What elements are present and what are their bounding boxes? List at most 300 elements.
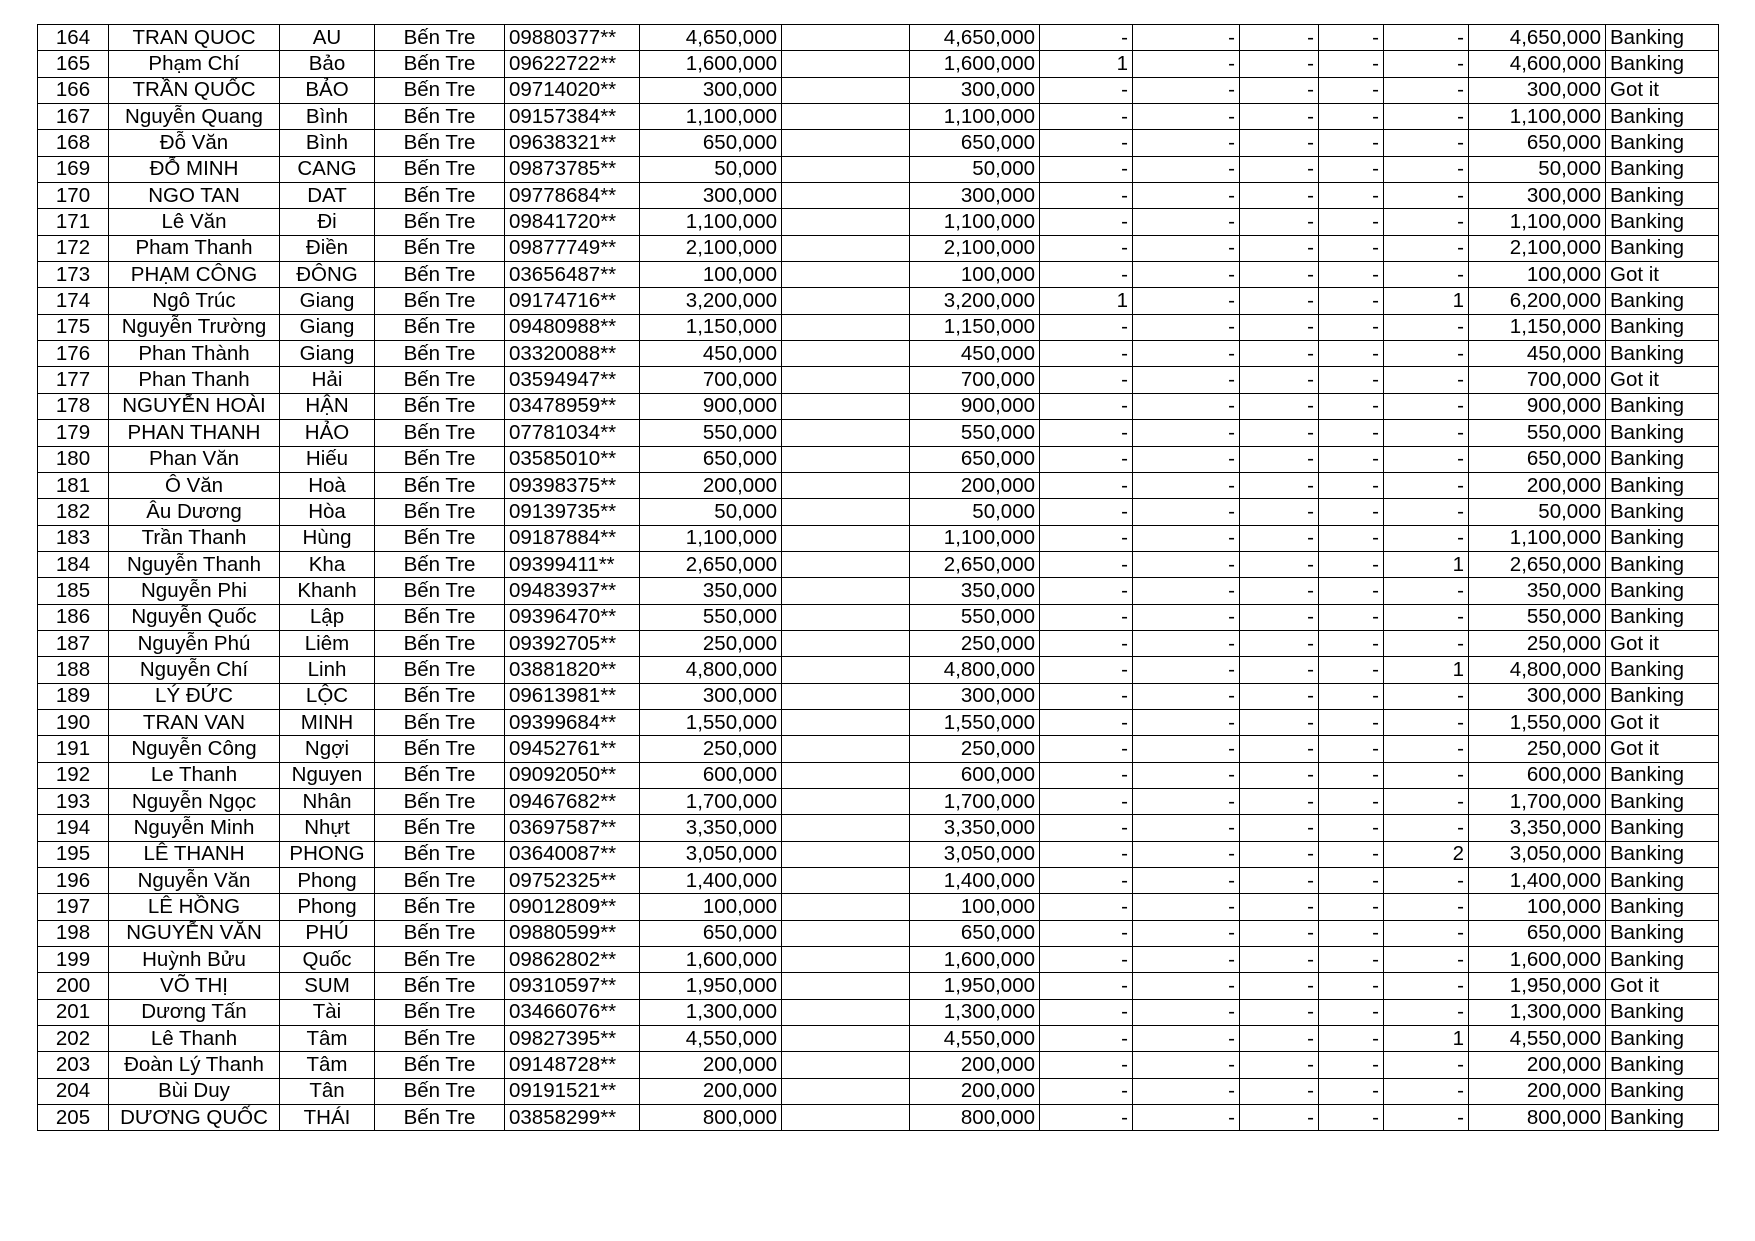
first-name-cell: Nhựt <box>280 815 375 841</box>
province-cell: Bến Tre <box>375 183 505 209</box>
count-col-1-cell: - <box>1040 841 1133 867</box>
phone-cell: 09873785** <box>505 156 640 182</box>
count-col-4-cell: - <box>1319 393 1384 419</box>
grand-total-cell: 3,050,000 <box>1469 841 1606 867</box>
amount-cell: 350,000 <box>640 578 782 604</box>
province-cell: Bến Tre <box>375 341 505 367</box>
grand-total-cell: 350,000 <box>1469 578 1606 604</box>
count-col-1-cell: - <box>1040 736 1133 762</box>
payment-method-cell: Got it <box>1606 736 1719 762</box>
blank-cell <box>782 183 910 209</box>
count-col-1-cell: - <box>1040 868 1133 894</box>
grand-total-cell: 1,600,000 <box>1469 947 1606 973</box>
grand-total-cell: 6,200,000 <box>1469 288 1606 314</box>
grand-total-cell: 2,650,000 <box>1469 551 1606 577</box>
count-col-4-cell: - <box>1319 999 1384 1025</box>
count-col-3-cell: - <box>1240 341 1319 367</box>
row-number-cell: 180 <box>38 446 109 472</box>
count-col-2-cell: - <box>1133 630 1240 656</box>
amount-total-cell: 450,000 <box>910 341 1040 367</box>
amount-total-cell: 3,350,000 <box>910 815 1040 841</box>
count-col-5-cell: 1 <box>1384 288 1469 314</box>
first-name-cell: Hiếu <box>280 446 375 472</box>
grand-total-cell: 50,000 <box>1469 156 1606 182</box>
last-name-cell: Nguyễn Thanh <box>109 551 280 577</box>
first-name-cell: THÁI <box>280 1105 375 1131</box>
amount-total-cell: 4,650,000 <box>910 25 1040 51</box>
blank-cell <box>782 367 910 393</box>
count-col-1-cell: - <box>1040 525 1133 551</box>
table-row <box>38 551 1719 577</box>
count-col-3-cell: - <box>1240 1026 1319 1052</box>
count-col-5-cell: - <box>1384 894 1469 920</box>
amount-cell: 550,000 <box>640 420 782 446</box>
grand-total-cell: 250,000 <box>1469 630 1606 656</box>
province-cell: Bến Tre <box>375 288 505 314</box>
payment-method-cell: Banking <box>1606 130 1719 156</box>
table-row <box>38 288 1719 314</box>
province-cell: Bến Tre <box>375 104 505 130</box>
first-name-cell: Bình <box>280 130 375 156</box>
row-number-cell: 186 <box>38 604 109 630</box>
amount-total-cell: 1,100,000 <box>910 525 1040 551</box>
amount-total-cell: 700,000 <box>910 367 1040 393</box>
last-name-cell: DƯƠNG QUỐC <box>109 1105 280 1131</box>
first-name-cell: Hoà <box>280 472 375 498</box>
count-col-2-cell: - <box>1133 604 1240 630</box>
payment-method-cell: Banking <box>1606 499 1719 525</box>
count-col-5-cell: - <box>1384 420 1469 446</box>
payment-method-cell: Got it <box>1606 630 1719 656</box>
count-col-3-cell: - <box>1240 183 1319 209</box>
first-name-cell: Tân <box>280 1078 375 1104</box>
amount-total-cell: 1,600,000 <box>910 51 1040 77</box>
count-col-2-cell: - <box>1133 156 1240 182</box>
amount-total-cell: 550,000 <box>910 420 1040 446</box>
row-number-cell: 165 <box>38 51 109 77</box>
province-cell: Bến Tre <box>375 736 505 762</box>
last-name-cell: NGUYỄN VĂN <box>109 920 280 946</box>
amount-total-cell: 250,000 <box>910 630 1040 656</box>
count-col-4-cell: - <box>1319 868 1384 894</box>
table-row <box>38 947 1719 973</box>
first-name-cell: Tâm <box>280 1052 375 1078</box>
payment-method-cell: Banking <box>1606 947 1719 973</box>
grand-total-cell: 1,700,000 <box>1469 788 1606 814</box>
row-number-cell: 195 <box>38 841 109 867</box>
payment-method-cell: Banking <box>1606 1052 1719 1078</box>
payment-method-cell: Banking <box>1606 51 1719 77</box>
table-row <box>38 393 1719 419</box>
last-name-cell: Pham Thanh <box>109 235 280 261</box>
phone-cell: 09622722** <box>505 51 640 77</box>
row-number-cell: 167 <box>38 104 109 130</box>
amount-cell: 1,100,000 <box>640 525 782 551</box>
count-col-1-cell: - <box>1040 657 1133 683</box>
count-col-3-cell: - <box>1240 235 1319 261</box>
grand-total-cell: 4,550,000 <box>1469 1026 1606 1052</box>
row-number-cell: 205 <box>38 1105 109 1131</box>
province-cell: Bến Tre <box>375 815 505 841</box>
last-name-cell: LÝ ĐỨC <box>109 683 280 709</box>
row-number-cell: 181 <box>38 472 109 498</box>
row-number-cell: 185 <box>38 578 109 604</box>
payment-method-cell: Banking <box>1606 578 1719 604</box>
blank-cell <box>782 630 910 656</box>
grand-total-cell: 1,950,000 <box>1469 973 1606 999</box>
blank-cell <box>782 314 910 340</box>
row-number-cell: 204 <box>38 1078 109 1104</box>
table-row <box>38 77 1719 103</box>
grand-total-cell: 300,000 <box>1469 683 1606 709</box>
province-cell: Bến Tre <box>375 788 505 814</box>
amount-cell: 1,600,000 <box>640 51 782 77</box>
count-col-3-cell: - <box>1240 709 1319 735</box>
phone-cell: 09778684** <box>505 183 640 209</box>
count-col-3-cell: - <box>1240 604 1319 630</box>
last-name-cell: Ngô Trúc <box>109 288 280 314</box>
count-col-2-cell: - <box>1133 525 1240 551</box>
count-col-2-cell: - <box>1133 551 1240 577</box>
count-col-4-cell: - <box>1319 51 1384 77</box>
phone-cell: 03478959** <box>505 393 640 419</box>
payment-method-cell: Got it <box>1606 367 1719 393</box>
phone-cell: 09398375** <box>505 472 640 498</box>
amount-cell: 300,000 <box>640 183 782 209</box>
phone-cell: 09452761** <box>505 736 640 762</box>
count-col-5-cell: - <box>1384 630 1469 656</box>
phone-cell: 09310597** <box>505 973 640 999</box>
amount-total-cell: 300,000 <box>910 683 1040 709</box>
count-col-4-cell: - <box>1319 657 1384 683</box>
count-col-2-cell: - <box>1133 815 1240 841</box>
count-col-5-cell: - <box>1384 183 1469 209</box>
province-cell: Bến Tre <box>375 999 505 1025</box>
grand-total-cell: 550,000 <box>1469 420 1606 446</box>
amount-cell: 600,000 <box>640 762 782 788</box>
row-number-cell: 179 <box>38 420 109 446</box>
count-col-1-cell: - <box>1040 1078 1133 1104</box>
data-table <box>37 24 1719 1131</box>
grand-total-cell: 4,800,000 <box>1469 657 1606 683</box>
payment-method-cell: Got it <box>1606 709 1719 735</box>
count-col-2-cell: - <box>1133 736 1240 762</box>
table-row <box>38 894 1719 920</box>
count-col-3-cell: - <box>1240 736 1319 762</box>
grand-total-cell: 900,000 <box>1469 393 1606 419</box>
count-col-2-cell: - <box>1133 709 1240 735</box>
phone-cell: 09139735** <box>505 499 640 525</box>
payment-method-cell: Banking <box>1606 815 1719 841</box>
count-col-3-cell: - <box>1240 25 1319 51</box>
payment-method-cell: Banking <box>1606 183 1719 209</box>
phone-cell: 09483937** <box>505 578 640 604</box>
count-col-5-cell: - <box>1384 314 1469 340</box>
blank-cell <box>782 393 910 419</box>
row-number-cell: 192 <box>38 762 109 788</box>
count-col-3-cell: - <box>1240 77 1319 103</box>
province-cell: Bến Tre <box>375 947 505 973</box>
blank-cell <box>782 1026 910 1052</box>
count-col-5-cell: - <box>1384 868 1469 894</box>
count-col-3-cell: - <box>1240 762 1319 788</box>
phone-cell: 09880599** <box>505 920 640 946</box>
amount-total-cell: 2,100,000 <box>910 235 1040 261</box>
count-col-3-cell: - <box>1240 1052 1319 1078</box>
phone-cell: 09613981** <box>505 683 640 709</box>
last-name-cell: TRAN VAN <box>109 709 280 735</box>
table-row <box>38 104 1719 130</box>
last-name-cell: Bùi Duy <box>109 1078 280 1104</box>
province-cell: Bến Tre <box>375 77 505 103</box>
count-col-3-cell: - <box>1240 630 1319 656</box>
count-col-5-cell: - <box>1384 762 1469 788</box>
payment-method-cell: Got it <box>1606 262 1719 288</box>
table-row <box>38 578 1719 604</box>
row-number-cell: 173 <box>38 262 109 288</box>
count-col-4-cell: - <box>1319 947 1384 973</box>
province-cell: Bến Tre <box>375 156 505 182</box>
amount-cell: 200,000 <box>640 1078 782 1104</box>
count-col-2-cell: - <box>1133 25 1240 51</box>
blank-cell <box>782 999 910 1025</box>
payment-method-cell: Got it <box>1606 77 1719 103</box>
first-name-cell: PHONG <box>280 841 375 867</box>
amount-cell: 3,350,000 <box>640 815 782 841</box>
count-col-5-cell: - <box>1384 788 1469 814</box>
phone-cell: 09877749** <box>505 235 640 261</box>
amount-total-cell: 100,000 <box>910 894 1040 920</box>
amount-cell: 1,550,000 <box>640 709 782 735</box>
table-row <box>38 525 1719 551</box>
row-number-cell: 172 <box>38 235 109 261</box>
count-col-5-cell: - <box>1384 920 1469 946</box>
table-row <box>38 973 1719 999</box>
grand-total-cell: 4,600,000 <box>1469 51 1606 77</box>
count-col-2-cell: - <box>1133 262 1240 288</box>
province-cell: Bến Tre <box>375 657 505 683</box>
count-col-5-cell: - <box>1384 446 1469 472</box>
province-cell: Bến Tre <box>375 709 505 735</box>
amount-total-cell: 350,000 <box>910 578 1040 604</box>
amount-cell: 200,000 <box>640 1052 782 1078</box>
phone-cell: 09191521** <box>505 1078 640 1104</box>
amount-cell: 300,000 <box>640 77 782 103</box>
table-row <box>38 130 1719 156</box>
amount-cell: 700,000 <box>640 367 782 393</box>
count-col-1-cell: - <box>1040 420 1133 446</box>
amount-cell: 50,000 <box>640 156 782 182</box>
province-cell: Bến Tre <box>375 920 505 946</box>
table-row <box>38 1052 1719 1078</box>
first-name-cell: Nguyen <box>280 762 375 788</box>
count-col-1-cell: - <box>1040 156 1133 182</box>
count-col-2-cell: - <box>1133 1026 1240 1052</box>
blank-cell <box>782 841 910 867</box>
province-cell: Bến Tre <box>375 51 505 77</box>
count-col-3-cell: - <box>1240 788 1319 814</box>
count-col-2-cell: - <box>1133 788 1240 814</box>
phone-cell: 09396470** <box>505 604 640 630</box>
amount-total-cell: 1,950,000 <box>910 973 1040 999</box>
count-col-1-cell: - <box>1040 709 1133 735</box>
blank-cell <box>782 525 910 551</box>
count-col-5-cell: - <box>1384 1078 1469 1104</box>
count-col-4-cell: - <box>1319 920 1384 946</box>
count-col-5-cell: - <box>1384 999 1469 1025</box>
grand-total-cell: 300,000 <box>1469 183 1606 209</box>
count-col-5-cell: - <box>1384 367 1469 393</box>
table-row <box>38 683 1719 709</box>
amount-cell: 4,800,000 <box>640 657 782 683</box>
row-number-cell: 202 <box>38 1026 109 1052</box>
phone-cell: 09092050** <box>505 762 640 788</box>
grand-total-cell: 100,000 <box>1469 894 1606 920</box>
last-name-cell: Dương Tấn <box>109 999 280 1025</box>
count-col-2-cell: - <box>1133 499 1240 525</box>
row-number-cell: 203 <box>38 1052 109 1078</box>
blank-cell <box>782 920 910 946</box>
amount-cell: 3,200,000 <box>640 288 782 314</box>
count-col-1-cell: - <box>1040 578 1133 604</box>
phone-cell: 09187884** <box>505 525 640 551</box>
count-col-4-cell: - <box>1319 288 1384 314</box>
count-col-5-cell: - <box>1384 499 1469 525</box>
amount-cell: 1,400,000 <box>640 868 782 894</box>
count-col-5-cell: 1 <box>1384 551 1469 577</box>
phone-cell: 03320088** <box>505 341 640 367</box>
grand-total-cell: 650,000 <box>1469 446 1606 472</box>
amount-cell: 1,150,000 <box>640 314 782 340</box>
row-number-cell: 175 <box>38 314 109 340</box>
province-cell: Bến Tre <box>375 551 505 577</box>
count-col-4-cell: - <box>1319 841 1384 867</box>
last-name-cell: PHAN THANH <box>109 420 280 446</box>
amount-total-cell: 900,000 <box>910 393 1040 419</box>
first-name-cell: Ngợi <box>280 736 375 762</box>
grand-total-cell: 50,000 <box>1469 499 1606 525</box>
first-name-cell: ĐÔNG <box>280 262 375 288</box>
table-row <box>38 51 1719 77</box>
count-col-5-cell: - <box>1384 77 1469 103</box>
first-name-cell: AU <box>280 25 375 51</box>
province-cell: Bến Tre <box>375 973 505 999</box>
count-col-4-cell: - <box>1319 1052 1384 1078</box>
count-col-1-cell: - <box>1040 367 1133 393</box>
amount-cell: 300,000 <box>640 683 782 709</box>
count-col-4-cell: - <box>1319 894 1384 920</box>
count-col-1-cell: - <box>1040 314 1133 340</box>
count-col-1-cell: - <box>1040 235 1133 261</box>
payment-method-cell: Banking <box>1606 235 1719 261</box>
grand-total-cell: 1,100,000 <box>1469 209 1606 235</box>
payment-method-cell: Banking <box>1606 341 1719 367</box>
amount-cell: 3,050,000 <box>640 841 782 867</box>
count-col-2-cell: - <box>1133 420 1240 446</box>
amount-cell: 1,950,000 <box>640 973 782 999</box>
first-name-cell: Hòa <box>280 499 375 525</box>
count-col-3-cell: - <box>1240 1105 1319 1131</box>
count-col-4-cell: - <box>1319 104 1384 130</box>
last-name-cell: Nguyễn Phú <box>109 630 280 656</box>
province-cell: Bến Tre <box>375 762 505 788</box>
first-name-cell: BẢO <box>280 77 375 103</box>
amount-total-cell: 1,400,000 <box>910 868 1040 894</box>
count-col-5-cell: - <box>1384 25 1469 51</box>
grand-total-cell: 700,000 <box>1469 367 1606 393</box>
last-name-cell: VÕ THỊ <box>109 973 280 999</box>
amount-cell: 650,000 <box>640 130 782 156</box>
blank-cell <box>782 894 910 920</box>
count-col-3-cell: - <box>1240 209 1319 235</box>
phone-cell: 03858299** <box>505 1105 640 1131</box>
phone-cell: 03640087** <box>505 841 640 867</box>
count-col-3-cell: - <box>1240 288 1319 314</box>
amount-total-cell: 600,000 <box>910 762 1040 788</box>
row-number-cell: 194 <box>38 815 109 841</box>
row-number-cell: 197 <box>38 894 109 920</box>
count-col-3-cell: - <box>1240 551 1319 577</box>
count-col-2-cell: - <box>1133 209 1240 235</box>
amount-total-cell: 200,000 <box>910 472 1040 498</box>
grand-total-cell: 1,300,000 <box>1469 999 1606 1025</box>
count-col-5-cell: - <box>1384 209 1469 235</box>
amount-total-cell: 300,000 <box>910 77 1040 103</box>
count-col-2-cell: - <box>1133 104 1240 130</box>
last-name-cell: Đoàn Lý Thanh <box>109 1052 280 1078</box>
count-col-3-cell: - <box>1240 51 1319 77</box>
count-col-4-cell: - <box>1319 25 1384 51</box>
province-cell: Bến Tre <box>375 1052 505 1078</box>
count-col-4-cell: - <box>1319 183 1384 209</box>
count-col-3-cell: - <box>1240 683 1319 709</box>
last-name-cell: Âu Dương <box>109 499 280 525</box>
amount-cell: 1,300,000 <box>640 999 782 1025</box>
phone-cell: 09638321** <box>505 130 640 156</box>
count-col-4-cell: - <box>1319 683 1384 709</box>
table-row <box>38 420 1719 446</box>
blank-cell <box>782 156 910 182</box>
grand-total-cell: 550,000 <box>1469 604 1606 630</box>
province-cell: Bến Tre <box>375 841 505 867</box>
first-name-cell: Khanh <box>280 578 375 604</box>
province-cell: Bến Tre <box>375 630 505 656</box>
blank-cell <box>782 736 910 762</box>
grand-total-cell: 650,000 <box>1469 130 1606 156</box>
blank-cell <box>782 604 910 630</box>
table-row <box>38 183 1719 209</box>
payment-method-cell: Banking <box>1606 999 1719 1025</box>
count-col-1-cell: - <box>1040 341 1133 367</box>
province-cell: Bến Tre <box>375 604 505 630</box>
payment-method-cell: Banking <box>1606 894 1719 920</box>
table-row <box>38 446 1719 472</box>
phone-cell: 09157384** <box>505 104 640 130</box>
row-number-cell: 183 <box>38 525 109 551</box>
last-name-cell: Nguyễn Văn <box>109 868 280 894</box>
payment-method-cell: Banking <box>1606 1026 1719 1052</box>
last-name-cell: PHẠM CÔNG <box>109 262 280 288</box>
province-cell: Bến Tre <box>375 25 505 51</box>
blank-cell <box>782 762 910 788</box>
payment-method-cell: Banking <box>1606 1105 1719 1131</box>
count-col-4-cell: - <box>1319 446 1384 472</box>
grand-total-cell: 600,000 <box>1469 762 1606 788</box>
grand-total-cell: 1,100,000 <box>1469 525 1606 551</box>
row-number-cell: 170 <box>38 183 109 209</box>
table-row <box>38 604 1719 630</box>
table-row <box>38 736 1719 762</box>
